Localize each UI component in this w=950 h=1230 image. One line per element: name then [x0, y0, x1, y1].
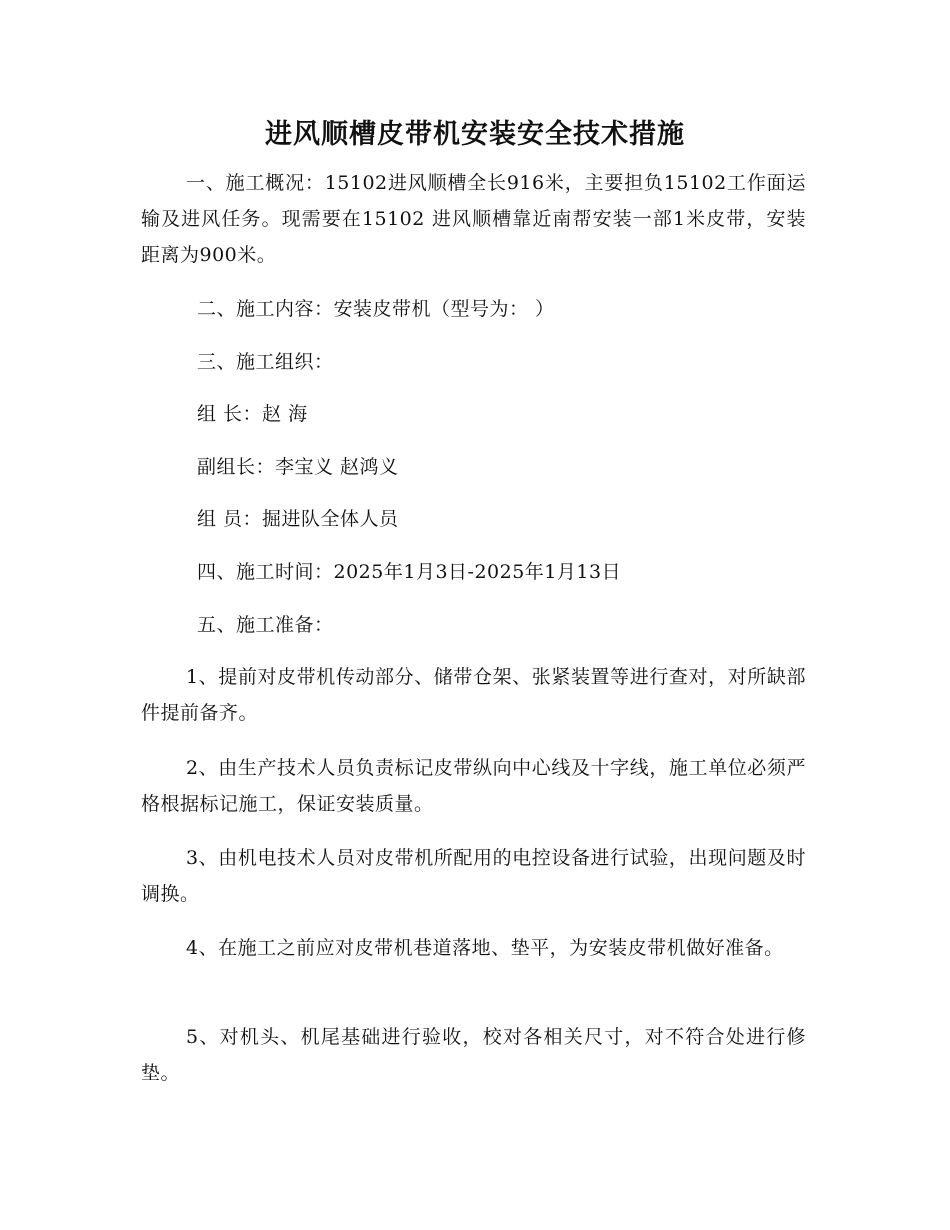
- deputy-leader-line: 副组长：李宝义 赵鸿义: [197, 456, 399, 478]
- preparation-item: 4、在施工之前应对皮带机巷道落地、垫平，为安装皮带机做好准备。: [186, 937, 784, 959]
- preparation-item: 5、对机头、机尾基础进行验收，校对各相关尺寸，对不符合处进行修垫。: [141, 1026, 806, 1084]
- preparation-heading: 五、施工准备：: [197, 614, 334, 636]
- organization-heading: 三、施工组织：: [197, 351, 334, 373]
- content-line: 二、施工内容：安装皮带机（型号为： ）: [197, 298, 555, 320]
- schedule-line: 四、施工时间：2025年1月3日-2025年1月13日: [197, 561, 622, 583]
- members-line: 组 员：掘进队全体人员: [197, 508, 399, 530]
- overview-paragraph: 一、施工概况：15102进风顺槽全长916米，主要担负15102工作面运输及进风任务。现需要在15102 进风顺槽靠近南帮安装一部1米皮带，安装距离为900米。: [141, 172, 806, 266]
- leader-line: 组 长：赵 海: [197, 403, 308, 425]
- preparation-item: 1、提前对皮带机传动部分、储带仓架、张紧装置等进行查对，对所缺部件提前备齐。: [141, 666, 806, 724]
- preparation-item: 2、由生产技术人员负责标记皮带纵向中心线及十字线，施工单位必须严格根据标记施工，保证安装质量。: [141, 757, 806, 815]
- document-title: 进风顺槽皮带机安装安全技术措施: [265, 119, 685, 150]
- preparation-item: 3、由机电技术人员对皮带机所配用的电控设备进行试验，出现问题及时调换。: [141, 847, 806, 905]
